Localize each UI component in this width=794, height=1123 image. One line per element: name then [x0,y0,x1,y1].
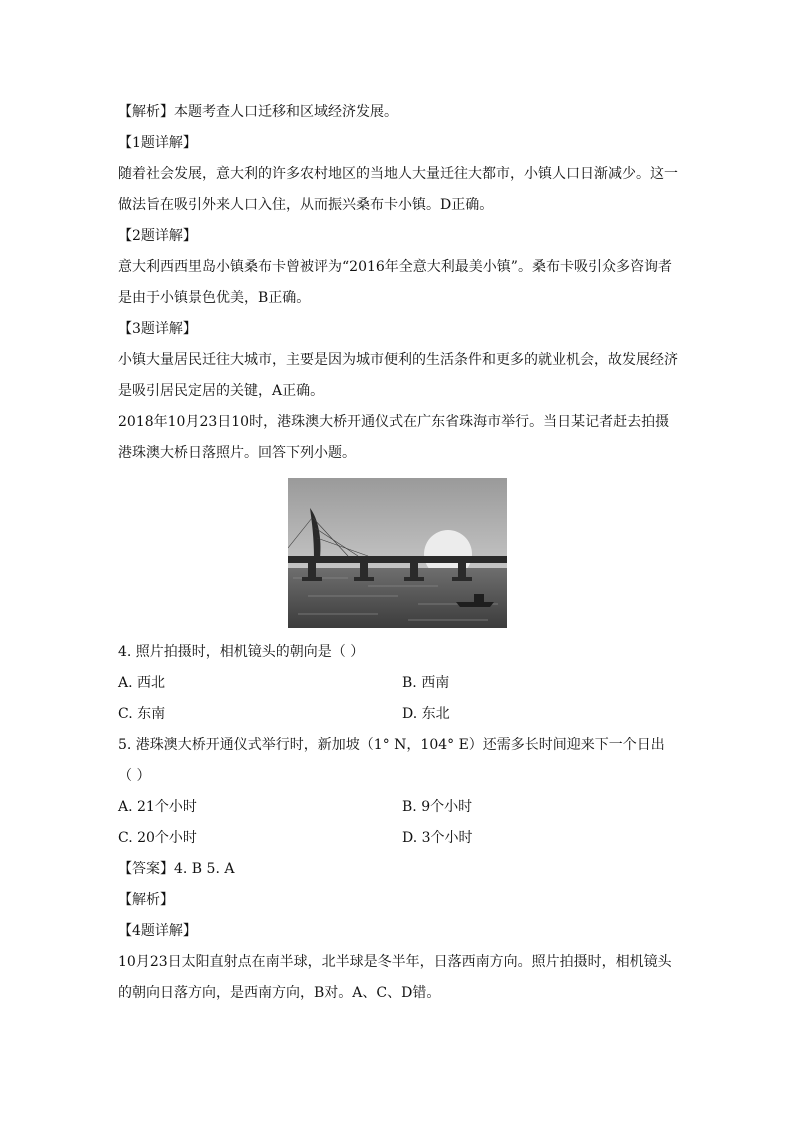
bridge-sunset-photo [288,478,507,628]
analysis-intro: 【解析】本题考查人口迁移和区域经济发展。 [118,104,398,120]
q3-detail-line-1: 小镇大量居民迁往大城市，主要是因为城市便利的生活条件和更多的就业机会，故发展经济 [118,352,678,368]
q2-detail-line-1: 意大利西西里岛小镇桑布卡曾被评为“2016年全意大利最美小镇”。桑布卡吸引众多咨询者 [118,259,672,275]
q4-stem: 4. 照片拍摄时，相机镜头的朝向是（ ） [118,644,365,660]
q4-detail-line-2: 的朝向日落方向，是西南方向，B对。A、C、D错。 [118,985,441,1001]
q5-option-b: B. 9个小时 [402,799,473,815]
q5-option-c: C. 20个小时 [118,830,197,846]
q4-option-b: B. 西南 [402,675,450,691]
q4-option-a: A. 西北 [118,675,166,691]
q4-option-d: D. 东北 [402,706,450,722]
q2-detail-line-2: 是由于小镇景色优美，B正确。 [118,290,311,306]
q5-stem: 5. 港珠澳大桥开通仪式举行时，新加坡（1° N，104° E）还需多长时间迎来下一个日出 [118,737,665,753]
q5-option-a: A. 21个小时 [118,799,197,815]
q1-detail-line-1: 随着社会发展，意大利的许多农村地区的当地人大量迁往大都市，小镇人口日渐减少。这一 [118,166,678,182]
q2-detail-label: 【2题详解】 [118,228,197,244]
material-line-2: 港珠澳大桥日落照片。回答下列小题。 [118,445,356,461]
q4-option-c: C. 东南 [118,706,166,722]
q3-detail-line-2: 是吸引居民定居的关键，A正确。 [118,383,325,399]
analysis-label: 【解析】 [118,892,174,908]
q4-detail-label: 【4题详解】 [118,923,197,939]
q1-detail-line-2: 做法旨在吸引外来人口入住，从而振兴桑布卡小镇。D正确。 [118,197,494,213]
q5-stem-blank: （ ） [118,768,151,784]
answer-line: 【答案】4. B 5. A [118,861,235,877]
q1-detail-label: 【1题详解】 [118,135,197,151]
q5-option-d: D. 3个小时 [402,830,473,846]
material-line-1: 2018年10月23日10时，港珠澳大桥开通仪式在广东省珠海市举行。当日某记者赶去拍摄 [118,414,670,430]
q4-detail-line-1: 10月23日太阳直射点在南半球，北半球是冬半年，日落西南方向。照片拍摄时，相机镜头 [118,954,672,970]
q3-detail-label: 【3题详解】 [118,321,197,337]
